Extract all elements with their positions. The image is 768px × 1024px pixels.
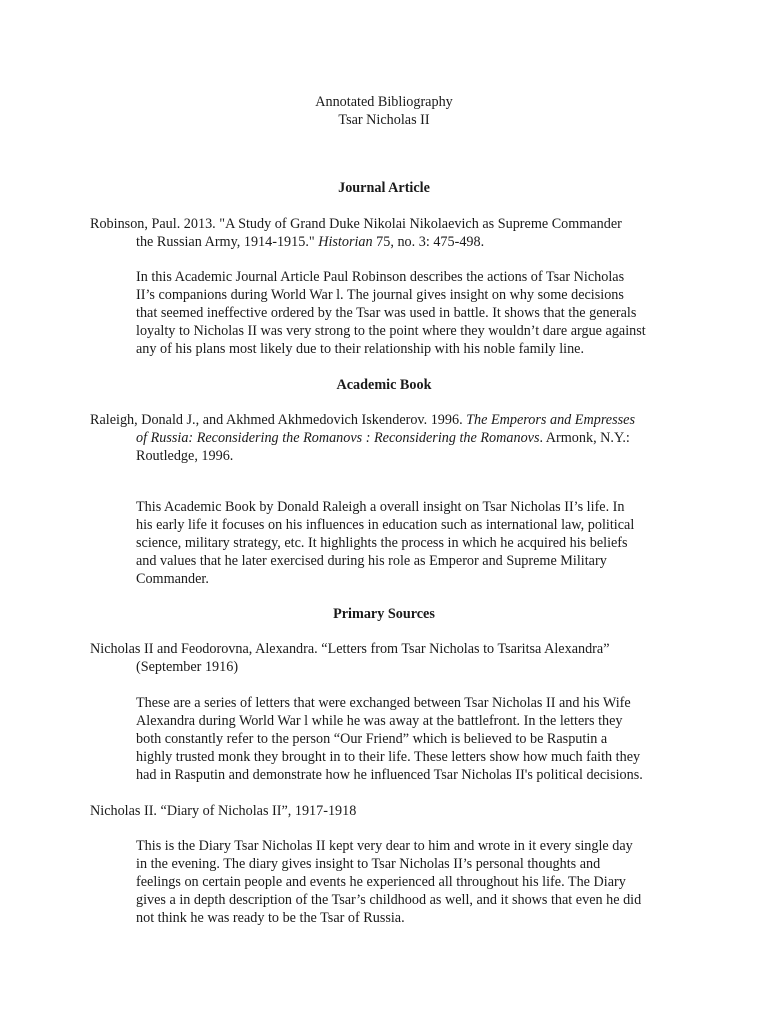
annotation-line: This is the Diary Tsar Nicholas II kept very dear to him and wrote in it every single day bbox=[136, 838, 633, 854]
annotation-line: loyalty to Nicholas II was very strong to the point where they wouldn’t dare argue against bbox=[136, 323, 646, 339]
section-heading-academic-book: Academic Book bbox=[336, 377, 432, 393]
annotation-line: highly trusted monk they brought in to their life. These letters show how much faith they bbox=[136, 749, 641, 765]
annotation-line: science, military strategy, etc. It highlights the process in which he acquired his beliefs bbox=[136, 535, 628, 551]
citation-robinson bbox=[90, 215, 726, 251]
section-heading-journal-article: Journal Article bbox=[338, 180, 430, 196]
annotation-line: his early life it focuses on his influences in education such as international law, political bbox=[136, 517, 635, 533]
citation-line: Nicholas II and Feodorovna, Alexandra. “Letters from Tsar Nicholas to Tsaritsa Alexandra” bbox=[90, 641, 610, 657]
annotation-line: both constantly refer to the person “Our Friend” which is believed to be Rasputin a bbox=[136, 731, 608, 747]
annotation-line: had in Rasputin and demonstrate how he influenced Tsar Nicholas II's political decisions. bbox=[136, 767, 643, 783]
title-line-1: Annotated Bibliography bbox=[315, 94, 453, 110]
annotation-line: Commander. bbox=[136, 571, 209, 587]
annotation-line: II’s companions during World War l. The journal gives insight on why some decisions bbox=[136, 287, 624, 303]
annotation-line: This Academic Book by Donald Raleigh a overall insight on Tsar Nicholas II’s life. In bbox=[136, 499, 625, 515]
annotation-line: In this Academic Journal Article Paul Robinson describes the actions of Tsar Nicholas bbox=[136, 269, 625, 285]
citation-journal-title: Historian bbox=[318, 234, 373, 250]
citation-letters bbox=[90, 640, 726, 676]
citation-text: . Armonk, N.Y.: bbox=[539, 430, 630, 446]
annotation-line: Alexandra during World War l while he was away at the battlefront. In the letters they bbox=[136, 713, 623, 729]
annotation-line: feelings on certain people and events he experienced all throughout his life. The Diary bbox=[136, 874, 626, 890]
annotation-line: that seemed ineffective ordered by the Tsar was used in battle. It shows that the generals bbox=[136, 305, 637, 321]
title-line-2: Tsar Nicholas II bbox=[338, 112, 430, 128]
citation-line: Nicholas II. “Diary of Nicholas II”, 1917-1918 bbox=[90, 803, 357, 819]
annotation-line: in the evening. The diary gives insight to Tsar Nicholas II’s personal thoughts and bbox=[136, 856, 601, 872]
citation-book-title: The Emperors and Empresses bbox=[466, 412, 635, 428]
annotation-line: and values that he later exercised during his role as Emperor and Supreme Military bbox=[136, 553, 607, 569]
citation-line: Robinson, Paul. 2013. "A Study of Grand Duke Nikolai Nikolaevich as Supreme Commander bbox=[90, 216, 622, 232]
citation-text: the Russian Army, 1914-1915." bbox=[136, 234, 319, 250]
citation-raleigh bbox=[90, 411, 726, 465]
document-title bbox=[0, 93, 768, 129]
annotation-line: These are a series of letters that were exchanged between Tsar Nicholas II and his Wife bbox=[136, 695, 631, 711]
citation-text: Routledge, 1996. bbox=[136, 448, 234, 464]
section-heading-primary-sources: Primary Sources bbox=[333, 606, 435, 622]
citation-diary bbox=[90, 802, 726, 820]
annotation-line: any of his plans most likely due to their relationship with his noble family line. bbox=[136, 341, 585, 357]
citation-text: Raleigh, Donald J., and Akhmed Akhmedovich Iskenderov. 1996. bbox=[90, 412, 467, 428]
annotation-diary bbox=[136, 837, 684, 927]
citation-line: (September 1916) bbox=[136, 659, 239, 675]
annotation-letters bbox=[136, 694, 684, 784]
annotation-raleigh bbox=[136, 498, 684, 588]
annotation-robinson bbox=[136, 268, 684, 358]
annotation-line: not think he was ready to be the Tsar of Russia. bbox=[136, 910, 405, 926]
citation-book-title: of Russia: Reconsidering the Romanovs : Reconsidering the Romanovs bbox=[136, 430, 540, 446]
citation-text: 75, no. 3: 475-498. bbox=[372, 234, 485, 250]
annotation-line: gives a in depth description of the Tsar’s childhood as well, and it shows that even he did bbox=[136, 892, 642, 908]
